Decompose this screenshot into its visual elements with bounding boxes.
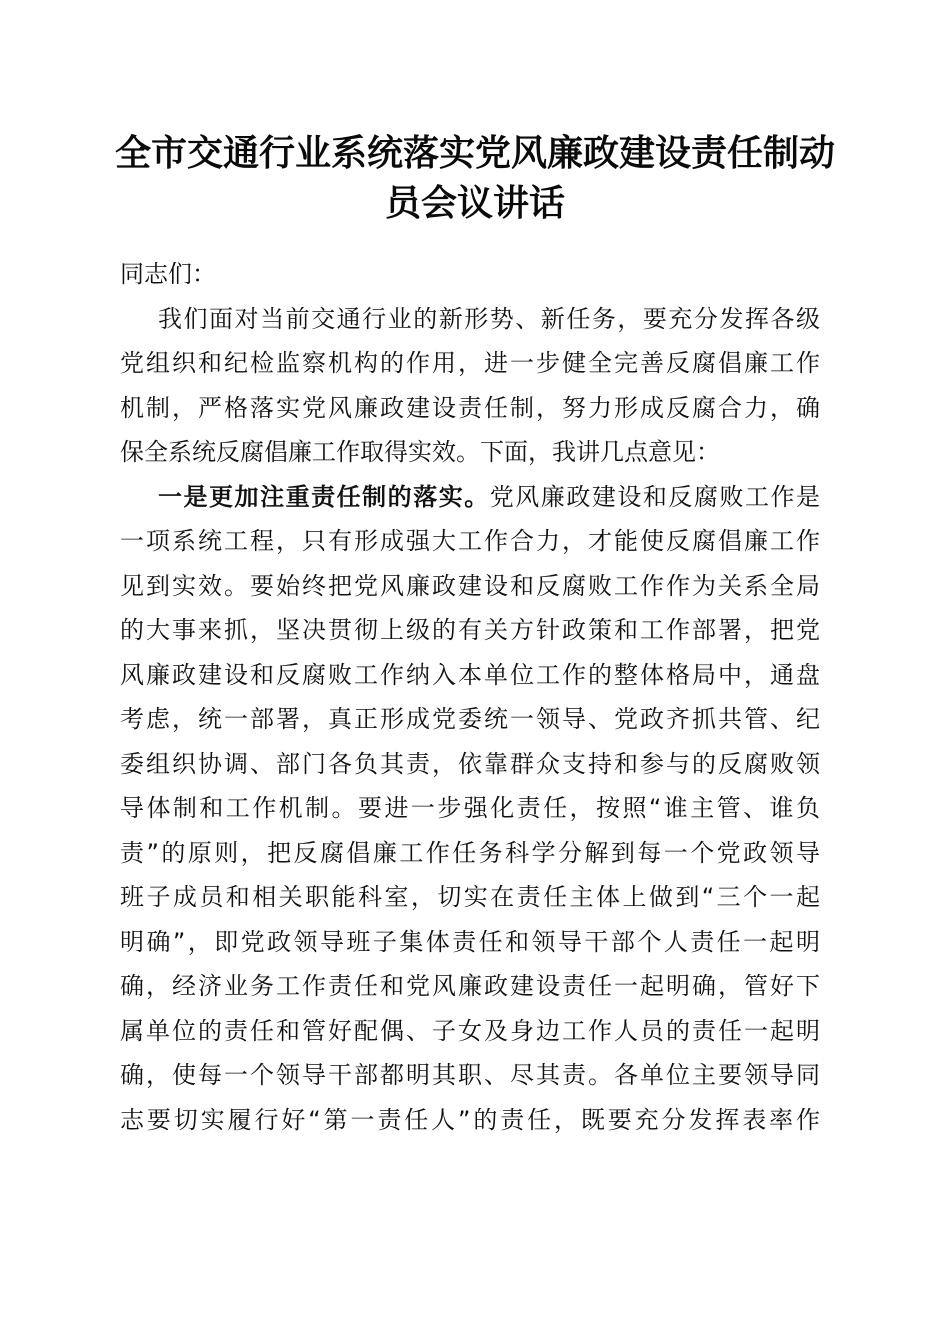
- point-one-first-line-text: 党风廉政建设和反腐败工作是: [489, 482, 821, 511]
- title-line-1: 全市交通行业系统落实党风廉政建设责任制动: [114, 132, 835, 174]
- text-line: 机制，严格落实党风廉政建设责任制，努力形成反腐合力，确: [120, 393, 820, 422]
- text-line: 见到实效。要始终把党风廉政建设和反腐败工作作为关系全局: [120, 571, 820, 600]
- text-line: 的大事来抓，坚决贯彻上级的有关方针政策和工作部署，把党: [120, 616, 820, 644]
- text-line: 导体制和工作机制。要进一步强化责任，按照“谁主管、谁负: [120, 794, 820, 822]
- text-line: 明确”，即党政领导班子集体责任和领导干部个人责任一起明: [120, 927, 820, 956]
- text-line: 一项系统工程，只有形成强大工作合力，才能使反腐倡廉工作: [120, 527, 820, 555]
- point-one-paragraph: [120, 475, 840, 1143]
- intro-paragraph: [120, 297, 840, 475]
- text-line: 责”的原则，把反腐倡廉工作任务科学分解到每一个党政领导: [120, 838, 820, 867]
- salutation: 同志们：: [120, 260, 216, 288]
- text-line: 委组织协调、部门各负其责，依靠群众支持和参与的反腐败领: [120, 749, 820, 778]
- document-body: [120, 252, 840, 1142]
- text-line: 保全系统反腐倡廉工作取得实效。下面，我讲几点意见：: [120, 438, 720, 466]
- text-line: 属单位的责任和管好配偶、子女及身边工作人员的责任一起明: [120, 1016, 820, 1045]
- text-line: 确，使每一个领导干部都明其职、尽其责。各单位主要领导同: [120, 1061, 820, 1089]
- text-line: 党组织和纪检监察机构的作用，进一步健全完善反腐倡廉工作: [120, 349, 820, 377]
- text-line: 班子成员和相关职能科室，切实在责任主体上做到“三个一起: [120, 883, 820, 911]
- point-one-heading: 一是更加注重责任制的落实。: [158, 482, 490, 511]
- document-title: [105, 128, 845, 228]
- text-line: 考虑，统一部署，真正形成党委统一领导、党政齐抓共管、纪: [120, 705, 820, 733]
- text-line: 我们面对当前交通行业的新形势、新任务，要充分发挥各级: [158, 304, 820, 333]
- title-line-2: 员会议讲话: [384, 182, 565, 224]
- text-line: 风廉政建设和反腐败工作纳入本单位工作的整体格局中，通盘: [120, 660, 820, 689]
- text-line: [120, 475, 820, 520]
- text-line: 确，经济业务工作责任和党风廉政建设责任一起明确，管好下: [120, 972, 820, 1000]
- text-line: 志要切实履行好“第一责任人”的责任，既要充分发挥表率作: [120, 1105, 820, 1134]
